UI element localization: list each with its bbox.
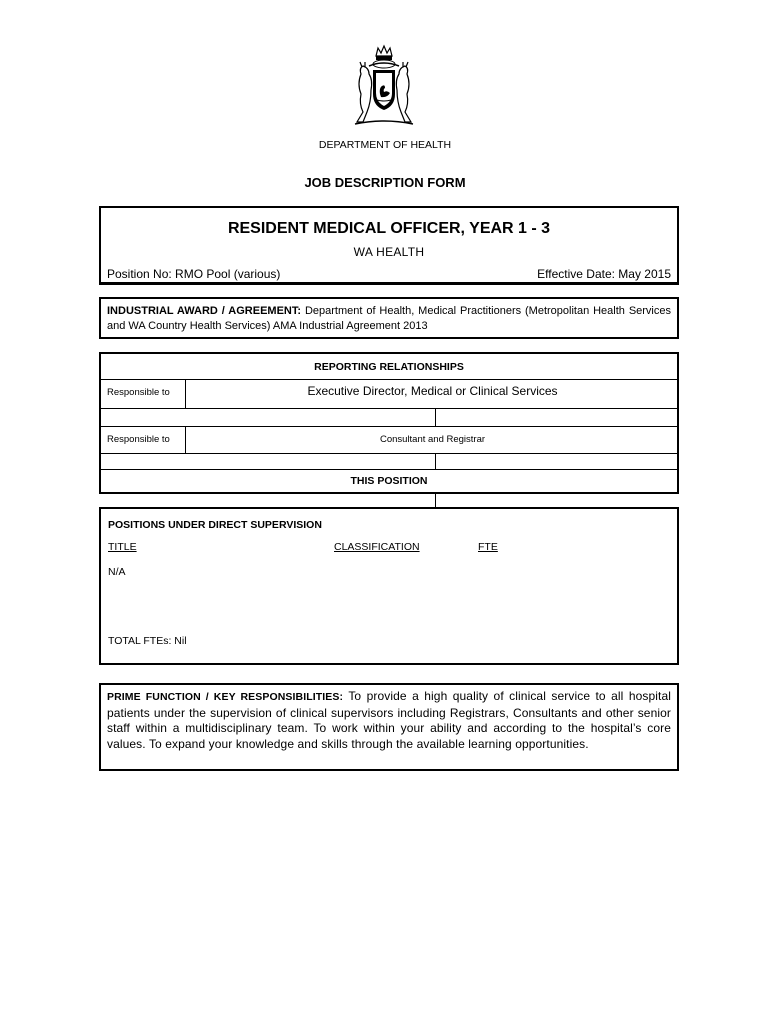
responsible-to-label: Responsible to bbox=[107, 434, 170, 445]
column-fte: FTE bbox=[478, 541, 498, 553]
form-title: JOB DESCRIPTION FORM bbox=[304, 175, 466, 190]
column-classification: CLASSIFICATION bbox=[334, 541, 420, 553]
connector-line bbox=[435, 408, 436, 426]
connector-line bbox=[435, 494, 436, 507]
department-name: DEPARTMENT OF HEALTH bbox=[318, 139, 452, 151]
supervision-heading: POSITIONS UNDER DIRECT SUPERVISION bbox=[108, 519, 322, 531]
award-label: INDUSTRIAL AWARD / AGREEMENT: bbox=[107, 305, 302, 317]
effective-date: Effective Date: May 2015 bbox=[537, 267, 671, 281]
prime-function-text: To provide a high quality of clinical service to all hospital patients under the supervision of clinical supervisors including Registrars, Consultants and other senior staff within a multidisciplinary team. To work within your ability and according to the hospital’s core values. To expand your knowledge and skills through the available learning opportunities. bbox=[107, 689, 671, 751]
divider bbox=[185, 426, 186, 453]
prime-function-box bbox=[99, 683, 679, 771]
divider bbox=[101, 379, 677, 380]
column-title: TITLE bbox=[108, 541, 137, 553]
supervision-box bbox=[99, 507, 679, 665]
position-title-box bbox=[99, 206, 679, 285]
reporting-relationships-box bbox=[99, 352, 679, 494]
organisation-name: WA HEALTH bbox=[353, 245, 425, 259]
total-ftes: TOTAL FTEs: Nil bbox=[108, 635, 187, 647]
responsible-to-value: Consultant and Registrar bbox=[379, 434, 486, 445]
supervision-entry: N/A bbox=[108, 566, 126, 578]
divider bbox=[185, 379, 186, 408]
award-text: Department of Health, Medical Practitioners (Metropolitan Health Services and WA Country Health Services) AMA Industrial Agreement 2013 bbox=[107, 305, 671, 332]
coat-of-arms-icon bbox=[349, 44, 419, 128]
prime-function-label: PRIME FUNCTION / KEY RESPONSIBILITIES: bbox=[107, 691, 344, 703]
divider bbox=[101, 469, 677, 470]
divider bbox=[101, 408, 677, 409]
responsible-to-value: Executive Director, Medical or Clinical Services bbox=[307, 384, 558, 398]
industrial-award-box bbox=[99, 297, 679, 339]
divider bbox=[101, 282, 677, 283]
this-position-label: THIS POSITION bbox=[350, 475, 428, 487]
responsible-to-label: Responsible to bbox=[107, 387, 170, 398]
position-title: RESIDENT MEDICAL OFFICER, YEAR 1 - 3 bbox=[227, 220, 551, 237]
reporting-heading: REPORTING RELATIONSHIPS bbox=[314, 361, 464, 373]
position-number: Position No: RMO Pool (various) bbox=[107, 267, 281, 281]
connector-line bbox=[435, 453, 436, 469]
divider bbox=[101, 453, 677, 454]
divider bbox=[101, 426, 677, 427]
